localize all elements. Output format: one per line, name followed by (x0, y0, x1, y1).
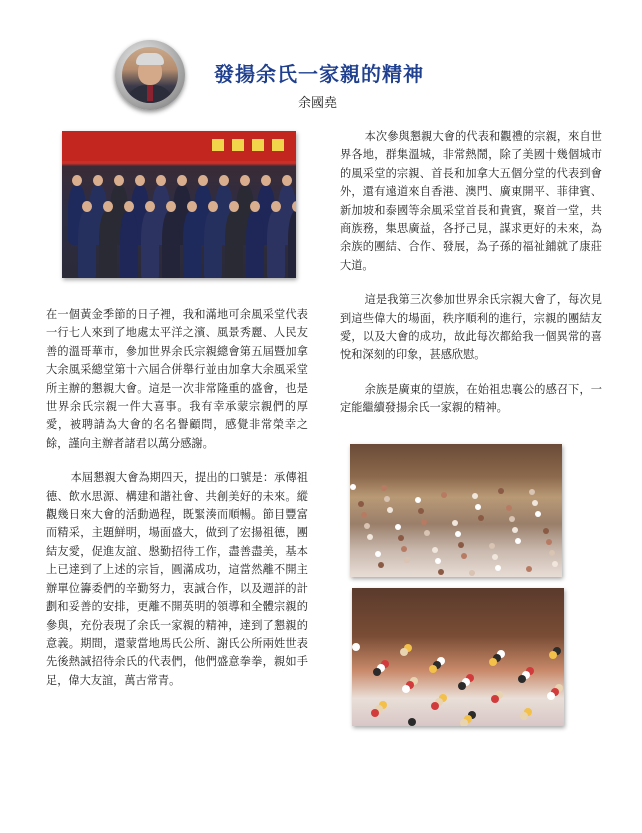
crowd-figure (435, 558, 441, 564)
crowd-figure (395, 524, 401, 530)
person-figure (99, 211, 117, 278)
group-figure (549, 651, 557, 659)
crowd-figure (492, 554, 498, 560)
crowd-figure (384, 496, 390, 502)
crowd-figure (441, 492, 447, 498)
crowd-figure (424, 530, 430, 536)
banquet-hall-photo (350, 444, 562, 577)
person-figure (120, 211, 138, 278)
crowd-figure (401, 546, 407, 552)
person-head (229, 201, 239, 212)
crowd-figure (526, 566, 532, 572)
group-figure (518, 675, 526, 683)
group-figure (400, 648, 408, 656)
person-head (240, 175, 250, 186)
crowd-figure (398, 535, 404, 541)
paragraph: 本屆懇親大會為期四天，提出的口號是：承傳祖德、飲水思源、構建和諧社會、共創美好的未來。縱觀幾日來大會的活動過程，既緊湊而順暢。節目豐富而精采，主題鮮明，場面盛大，做到了宏揚祖德，團結友愛，促進友誼、慇勤招待工作，盡善盡美，基本上已達到了上述的宗旨，圓滿成功，這當然離不開主辦單位籌委們的辛勤努力，衷誠合作，以及週詳的計劃和妥善的安排，更離不開英明的領導和全體宗親的參與，充份表現了余氏一家親的精神，達到了懇親的意義。期間，還蒙當地馬氏公所、謝氏公所兩姓世表先後熱誠招待余氏的代表們，他們盛意拳拳，親如手足，偉大友誼，萬古常青。 (46, 471, 308, 687)
crowd-figure (375, 551, 381, 557)
person-head (282, 175, 292, 186)
person-figure (225, 211, 243, 278)
crowd-figure (549, 550, 555, 556)
author-portrait (115, 40, 185, 110)
crowd-figure (472, 493, 478, 499)
person-head (177, 175, 187, 186)
crowd-figure (418, 508, 424, 514)
person-figure (162, 211, 180, 278)
paragraph: 這是我第三次參加世界余氏宗親大會了，每次見到這些偉大的場面，秩序順利的進行，宗親的團結友愛，以及大會的成功，故此每次都給我一個異常的喜悅和深刻的印象，甚感欣慰。 (340, 293, 602, 362)
person-head (135, 175, 145, 186)
person-figure (246, 211, 264, 278)
group-figure (491, 695, 499, 703)
crowd-figure (552, 561, 558, 567)
crowd-figure (364, 523, 370, 529)
left-column (46, 306, 308, 706)
crowd-figure (387, 507, 393, 513)
crowd-figure (529, 489, 535, 495)
crowd-figure (461, 553, 467, 559)
group-figure (489, 658, 497, 666)
crowd-figure (489, 543, 495, 549)
crowd-figure (378, 562, 384, 568)
crowd-figure (498, 488, 504, 494)
paragraph: 本次參與懇親大會的代表和觀禮的宗親，來自世界各地，群集溫城，非常熱鬧，除了美國十幾個城市的風采堂的宗親、首長和加拿大五個分堂的代表到會外，還有遠道來自香港、澳門、廣東開平、菲律賓、新加坡和泰國等余風采堂首長和貴賓，聚首一堂，共商族務，集思廣益，各抒己見，謀求更好的未來，為余族的團結、合作、發展，為子孫的福祉鋪就了康莊大道。 (340, 130, 602, 272)
crowd-figure (361, 512, 367, 518)
article-title: 發揚余氏一家親的精神 (214, 62, 424, 86)
crowd-figure (432, 547, 438, 553)
crowd-figure (421, 519, 427, 525)
crowd-figure (469, 570, 475, 576)
group-figure (371, 709, 379, 717)
crowd-figure (452, 520, 458, 526)
crowd-figure (367, 534, 373, 540)
group-figure (352, 643, 360, 651)
crowd-figure (535, 511, 541, 517)
crowd-figure (381, 485, 387, 491)
right-column (340, 128, 602, 434)
crowd-figure (532, 500, 538, 506)
crowd-figure (546, 539, 552, 545)
crowd-figure (475, 504, 481, 510)
crowd-figure (506, 505, 512, 511)
crowd-figure (350, 484, 356, 490)
person-head (156, 175, 166, 186)
crowd-figure (455, 531, 461, 537)
group-figure (520, 712, 528, 720)
group-figure (429, 665, 437, 673)
person-head (124, 201, 134, 212)
paragraph: 在一個黃金季節的日子裡，我和滿地可余風采堂代表一行七人來到了地處太平洋之濱、風景秀麗、人民友善的溫哥華市，參加世界余氏宗親總會第五屆暨加拿大余風采總堂第十六屆合併舉行並由加拿大余風采堂所主辦的懇親大會。這是一次非常隆重的盛會，也是世界余氏宗親一件大喜事。我有幸承蒙宗親們的厚愛，被聘請為大會的名名譽顧問，感覺非常榮幸之餘，謹向主辦者諸君以萬分感謝。 (46, 308, 308, 450)
person-head (82, 201, 92, 212)
person-figure (204, 211, 222, 278)
person-head (271, 201, 281, 212)
person-figure (183, 211, 201, 278)
person-head (219, 175, 229, 186)
article-author: 余國堯 (298, 96, 338, 111)
crowd-figure (509, 516, 515, 522)
person-head (72, 175, 82, 186)
crowd-figure (478, 515, 484, 521)
person-head (261, 175, 271, 186)
person-head (292, 201, 296, 212)
group-figure (431, 702, 439, 710)
group-figure (458, 682, 466, 690)
crowd-figure (543, 528, 549, 534)
person-head (250, 201, 260, 212)
group-figure (547, 692, 555, 700)
crowd-figure (415, 497, 421, 503)
person-head (103, 201, 113, 212)
person-figure (288, 211, 296, 278)
paragraph: 余族是廣東的望族，在始祖忠襄公的感召下，一定能繼續發揚余氏一家親的精神。 (340, 382, 602, 415)
crowd-figure (438, 569, 444, 575)
person-head (198, 175, 208, 186)
group-photo (62, 131, 296, 278)
person-figure (141, 211, 159, 278)
group-figure (373, 668, 381, 676)
group-figure (460, 719, 468, 726)
crowd-figure (358, 501, 364, 507)
crowd-figure (512, 527, 518, 533)
person-head (145, 201, 155, 212)
person-head (208, 201, 218, 212)
crowd-figure (515, 538, 521, 544)
lion-dance-photo (352, 588, 564, 726)
crowd-figure (495, 565, 501, 571)
crowd-figure (404, 557, 410, 563)
person-head (187, 201, 197, 212)
person-figure (267, 211, 285, 278)
group-figure (402, 685, 410, 693)
crowd-figure (458, 542, 464, 548)
person-head (114, 175, 124, 186)
person-figure (78, 211, 96, 278)
person-head (166, 201, 176, 212)
person-head (93, 175, 103, 186)
group-figure (408, 718, 416, 726)
